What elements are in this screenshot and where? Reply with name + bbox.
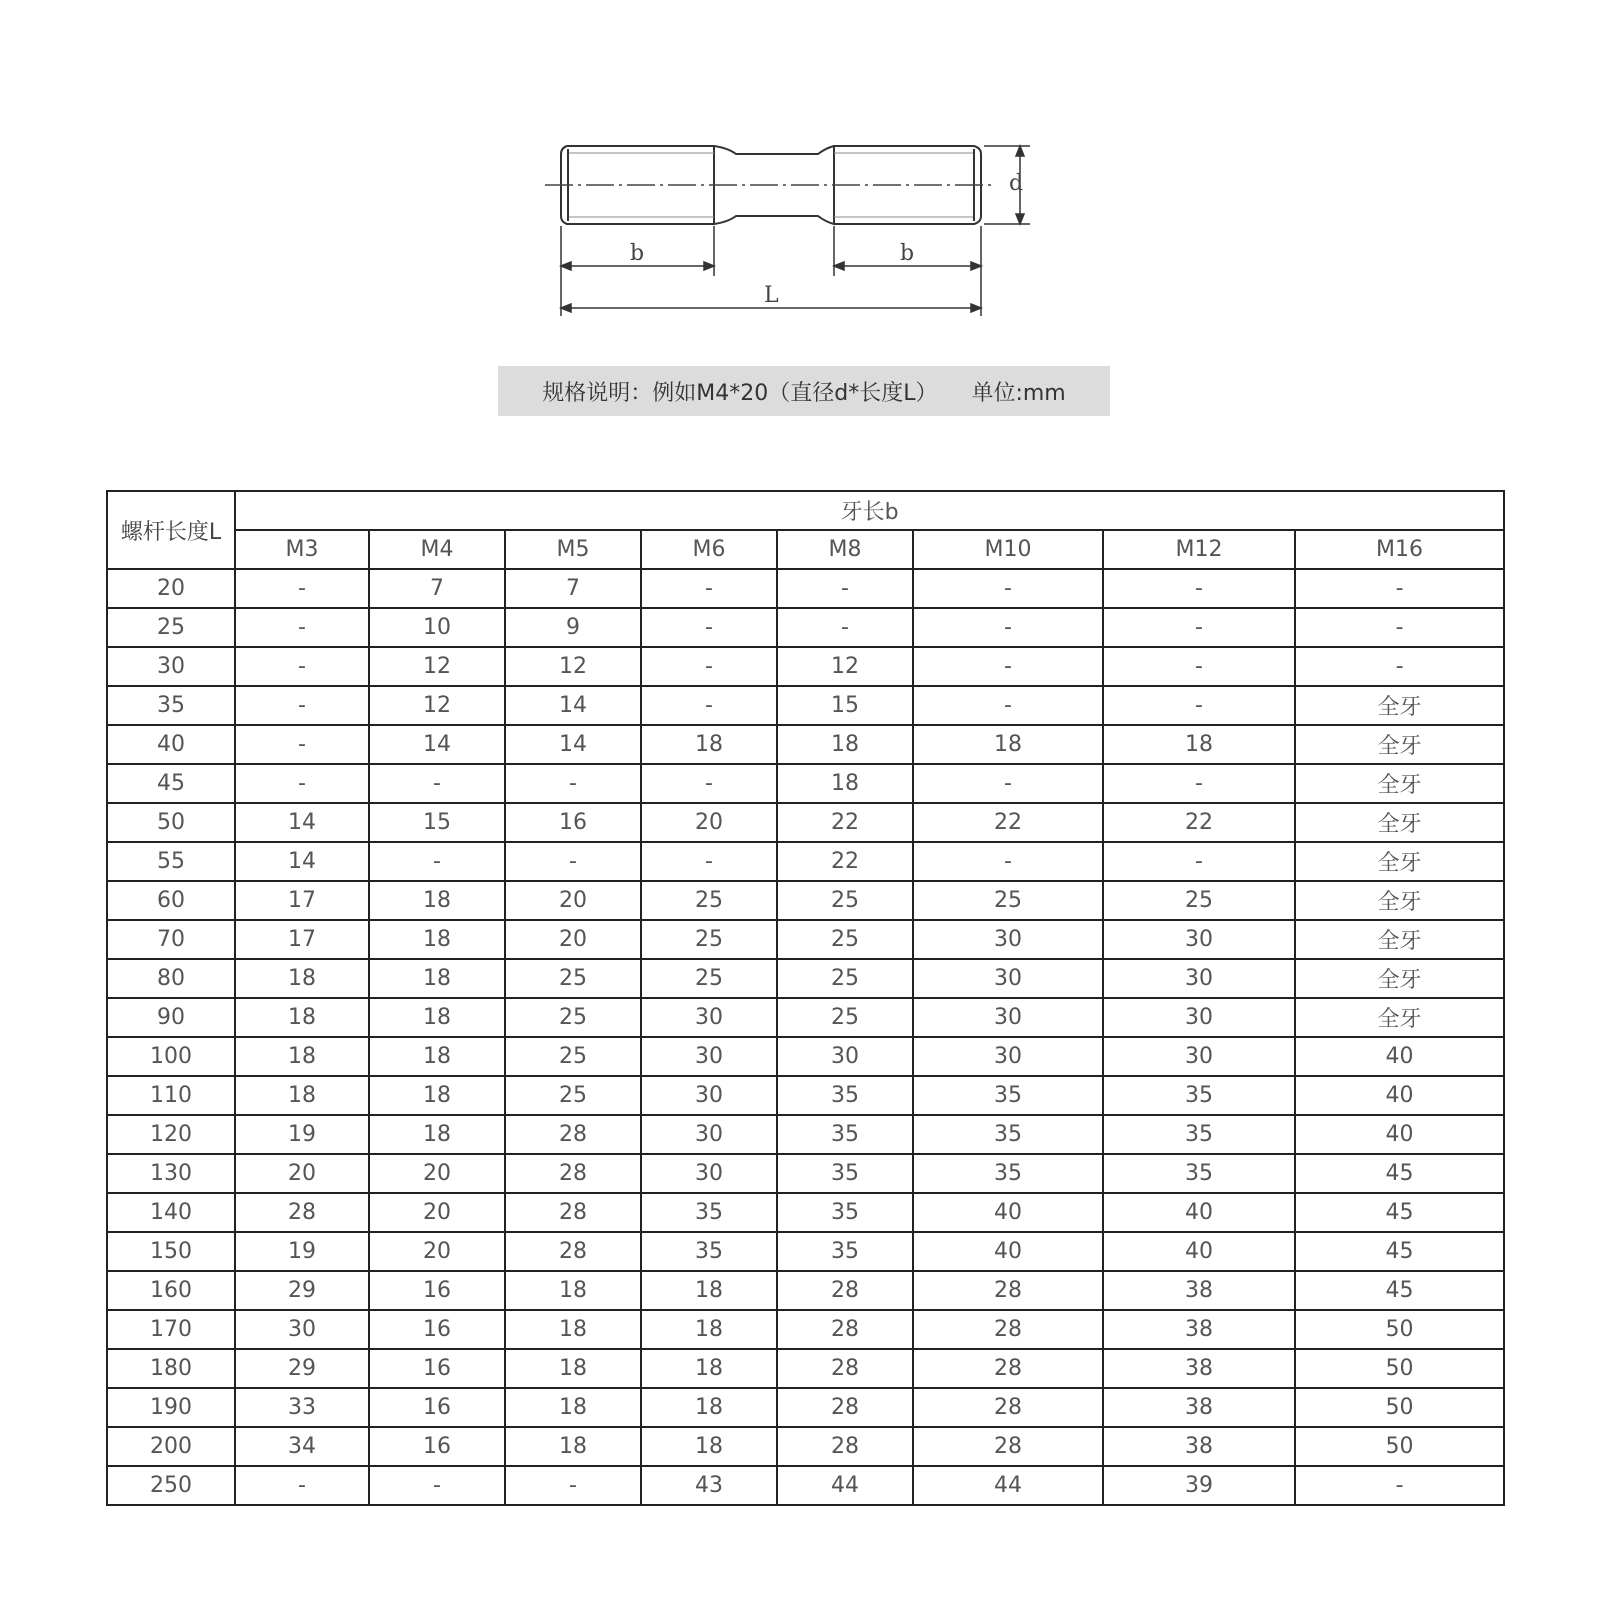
thread-length-cell: 18 (641, 1310, 777, 1349)
thread-length-cell: 28 (777, 1427, 913, 1466)
thread-length-cell: 29 (235, 1271, 369, 1310)
thread-length-cell: 28 (777, 1349, 913, 1388)
thread-length-cell: 18 (913, 725, 1103, 764)
bolt-length-cell: 140 (107, 1193, 235, 1232)
thread-length-cell: - (505, 1466, 641, 1505)
thread-length-cell: 22 (1103, 803, 1295, 842)
thread-length-cell: 28 (505, 1154, 641, 1193)
size-header-m10: M10 (913, 530, 1103, 569)
thread-length-cell: 38 (1103, 1310, 1295, 1349)
thread-length-cell: 35 (641, 1193, 777, 1232)
thread-length-cell: 18 (777, 764, 913, 803)
thread-length-cell: - (641, 647, 777, 686)
table-row (107, 569, 1504, 608)
thread-length-cell: 38 (1103, 1349, 1295, 1388)
thread-length-cell: 22 (777, 803, 913, 842)
bolt-length-cell: 55 (107, 842, 235, 881)
thread-length-cell: - (505, 842, 641, 881)
thread-length-cell: 34 (235, 1427, 369, 1466)
thread-length-cell: 16 (369, 1310, 505, 1349)
thread-length-cell: 15 (369, 803, 505, 842)
thread-length-cell: - (777, 608, 913, 647)
thread-length-cell: 30 (1103, 920, 1295, 959)
thread-length-cell: 18 (235, 1037, 369, 1076)
thread-length-cell: - (641, 608, 777, 647)
thread-length-cell: - (1295, 647, 1504, 686)
size-header-m8: M8 (777, 530, 913, 569)
thread-length-cell: 40 (1295, 1115, 1504, 1154)
table-row (107, 1349, 1504, 1388)
thread-length-cell: 18 (369, 1115, 505, 1154)
thread-length-cell: 12 (369, 647, 505, 686)
thread-length-cell: 20 (369, 1232, 505, 1271)
bolt-length-cell: 200 (107, 1427, 235, 1466)
bolt-length-cell: 50 (107, 803, 235, 842)
thread-length-cell: - (505, 764, 641, 803)
thread-length-cell: 30 (641, 1115, 777, 1154)
thread-length-cell: 30 (641, 1154, 777, 1193)
thread-length-cell: - (235, 1466, 369, 1505)
thread-length-cell: 25 (505, 998, 641, 1037)
thread-length-cell: 28 (913, 1388, 1103, 1427)
bolt-length-cell: 160 (107, 1271, 235, 1310)
thread-length-table (106, 490, 1505, 1506)
table-row (107, 959, 1504, 998)
thread-length-cell: 全牙 (1295, 920, 1504, 959)
thread-length-cell: 44 (777, 1466, 913, 1505)
thread-length-cell: - (369, 1466, 505, 1505)
thread-length-cell: 18 (505, 1388, 641, 1427)
thread-length-cell: 40 (1295, 1037, 1504, 1076)
dimension-b-right-label: b (900, 241, 915, 266)
thread-length-cell: - (235, 569, 369, 608)
thread-length-cell: 18 (235, 998, 369, 1037)
thread-length-cell: - (641, 764, 777, 803)
thread-length-cell: 14 (235, 842, 369, 881)
thread-length-cell: - (235, 608, 369, 647)
table-row (107, 1232, 1504, 1271)
thread-length-cell: - (641, 569, 777, 608)
thread-length-cell: 20 (369, 1154, 505, 1193)
thread-length-cell: 28 (913, 1271, 1103, 1310)
thread-length-cell: - (913, 764, 1103, 803)
thread-length-cell: 28 (505, 1193, 641, 1232)
thread-length-cell: 全牙 (1295, 725, 1504, 764)
bolt-length-cell: 30 (107, 647, 235, 686)
table-row (107, 803, 1504, 842)
table-header-row (107, 491, 1504, 530)
table-row (107, 1466, 1504, 1505)
table-row (107, 725, 1504, 764)
bolt-length-cell: 35 (107, 686, 235, 725)
thread-length-cell: 18 (369, 881, 505, 920)
thread-length-cell: 20 (505, 920, 641, 959)
thread-length-cell: 35 (777, 1232, 913, 1271)
table-row (107, 998, 1504, 1037)
table-row (107, 1076, 1504, 1115)
table-row (107, 647, 1504, 686)
thread-length-cell: - (235, 686, 369, 725)
thread-length-cell: 14 (369, 725, 505, 764)
thread-length-cell: 16 (505, 803, 641, 842)
thread-length-cell: 30 (235, 1310, 369, 1349)
thread-length-cell: 18 (641, 1427, 777, 1466)
dimension-d-label: d (1009, 171, 1024, 196)
thread-length-cell: 30 (913, 920, 1103, 959)
thread-length-cell: 19 (235, 1232, 369, 1271)
thread-length-cell: 18 (369, 959, 505, 998)
dimension-b-left-label: b (630, 241, 645, 266)
thread-length-cell: 25 (913, 881, 1103, 920)
thread-length-cell: 10 (369, 608, 505, 647)
thread-length-cell: - (913, 686, 1103, 725)
thread-length-cell: 25 (1103, 881, 1295, 920)
thread-length-cell: 40 (1103, 1232, 1295, 1271)
thread-length-cell: 18 (641, 725, 777, 764)
thread-length-cell: - (1103, 842, 1295, 881)
bolt-length-cell: 60 (107, 881, 235, 920)
thread-length-cell: 38 (1103, 1427, 1295, 1466)
thread-length-cell: 20 (505, 881, 641, 920)
thread-length-cell: 25 (777, 881, 913, 920)
thread-length-cell: 30 (641, 1076, 777, 1115)
bolt-length-cell: 120 (107, 1115, 235, 1154)
thread-length-cell: 33 (235, 1388, 369, 1427)
thread-length-cell: 20 (641, 803, 777, 842)
thread-length-cell: 全牙 (1295, 842, 1504, 881)
thread-length-cell: - (913, 569, 1103, 608)
thread-length-cell: 18 (641, 1271, 777, 1310)
thread-length-cell: 17 (235, 920, 369, 959)
thread-length-cell: 18 (777, 725, 913, 764)
thread-length-cell: 7 (505, 569, 641, 608)
bolt-length-cell: 180 (107, 1349, 235, 1388)
thread-length-cell: - (1295, 608, 1504, 647)
thread-length-cell: 18 (369, 920, 505, 959)
thread-length-cell: 16 (369, 1349, 505, 1388)
bolt-length-cell: 40 (107, 725, 235, 764)
spec-example: 例如M4*20（直径d*长度L） (652, 380, 938, 406)
bolt-length-cell: 100 (107, 1037, 235, 1076)
thread-length-cell: 15 (777, 686, 913, 725)
thread-length-cell: 35 (641, 1232, 777, 1271)
spec-description-banner (498, 366, 1110, 416)
thread-length-cell: 18 (369, 1076, 505, 1115)
thread-length-cell: 全牙 (1295, 764, 1504, 803)
thread-length-cell: 12 (369, 686, 505, 725)
bolt-length-cell: 25 (107, 608, 235, 647)
size-header-m6: M6 (641, 530, 777, 569)
thread-length-cell: 18 (505, 1349, 641, 1388)
table-row (107, 608, 1504, 647)
thread-length-cell: 35 (913, 1076, 1103, 1115)
thread-length-cell: 全牙 (1295, 998, 1504, 1037)
thread-length-cell: 9 (505, 608, 641, 647)
thread-length-cell: 44 (913, 1466, 1103, 1505)
thread-length-cell: 25 (641, 959, 777, 998)
table-row (107, 686, 1504, 725)
thread-length-cell: 40 (1295, 1076, 1504, 1115)
thread-length-header: 牙长b (235, 491, 1504, 530)
table-row (107, 1427, 1504, 1466)
thread-length-cell: 18 (235, 1076, 369, 1115)
thread-length-cell: 40 (913, 1232, 1103, 1271)
thread-length-cell: 28 (913, 1427, 1103, 1466)
thread-length-cell: 18 (505, 1310, 641, 1349)
thread-length-cell: 28 (913, 1349, 1103, 1388)
spec-label: 规格说明： (542, 380, 653, 406)
thread-length-cell: 30 (913, 998, 1103, 1037)
thread-length-cell: 35 (777, 1076, 913, 1115)
thread-length-cell: 43 (641, 1466, 777, 1505)
thread-length-cell: 全牙 (1295, 686, 1504, 725)
table-row (107, 1154, 1504, 1193)
thread-length-cell: 18 (505, 1427, 641, 1466)
thread-length-cell: 25 (777, 998, 913, 1037)
thread-length-cell: 14 (235, 803, 369, 842)
thread-length-cell: 14 (505, 725, 641, 764)
thread-length-cell: 12 (505, 647, 641, 686)
thread-length-cell: 30 (913, 959, 1103, 998)
thread-length-cell: 18 (1103, 725, 1295, 764)
thread-length-cell: 30 (1103, 998, 1295, 1037)
thread-length-cell: 25 (641, 881, 777, 920)
bolt-length-cell: 70 (107, 920, 235, 959)
thread-length-cell: 35 (777, 1193, 913, 1232)
thread-length-cell: - (1103, 608, 1295, 647)
table-row (107, 1037, 1504, 1076)
thread-length-cell: 7 (369, 569, 505, 608)
bolt-length-cell: 150 (107, 1232, 235, 1271)
thread-length-cell: 17 (235, 881, 369, 920)
thread-length-cell: - (1103, 764, 1295, 803)
table-row (107, 1271, 1504, 1310)
table-row (107, 1115, 1504, 1154)
thread-length-cell: 18 (641, 1388, 777, 1427)
thread-length-cell: 28 (777, 1310, 913, 1349)
thread-length-cell: 18 (235, 959, 369, 998)
thread-length-cell: 25 (505, 1076, 641, 1115)
size-header-m3: M3 (235, 530, 369, 569)
thread-length-cell: 25 (641, 920, 777, 959)
table-row (107, 764, 1504, 803)
thread-length-cell: - (777, 569, 913, 608)
thread-length-cell: - (369, 842, 505, 881)
size-header-m4: M4 (369, 530, 505, 569)
thread-length-cell: 22 (913, 803, 1103, 842)
thread-length-cell: 45 (1295, 1271, 1504, 1310)
thread-length-cell: 28 (235, 1193, 369, 1232)
table-row (107, 1310, 1504, 1349)
thread-length-cell: 45 (1295, 1232, 1504, 1271)
size-header-row (107, 530, 1504, 569)
table-row (107, 842, 1504, 881)
table-row (107, 920, 1504, 959)
thread-length-cell: 20 (235, 1154, 369, 1193)
thread-length-cell: 50 (1295, 1310, 1504, 1349)
thread-length-cell: 25 (777, 920, 913, 959)
thread-length-cell: - (913, 647, 1103, 686)
thread-length-cell: 50 (1295, 1427, 1504, 1466)
thread-length-cell: 30 (1103, 1037, 1295, 1076)
thread-length-cell: 38 (1103, 1388, 1295, 1427)
thread-length-cell: 16 (369, 1427, 505, 1466)
bolt-length-cell: 170 (107, 1310, 235, 1349)
bolt-length-cell: 250 (107, 1466, 235, 1505)
thread-length-cell: 20 (369, 1193, 505, 1232)
table-body (107, 569, 1504, 1505)
thread-length-cell: 45 (1295, 1193, 1504, 1232)
bolt-length-cell: 45 (107, 764, 235, 803)
thread-length-cell: - (1103, 569, 1295, 608)
thread-length-cell: 18 (505, 1271, 641, 1310)
thread-length-cell: 50 (1295, 1388, 1504, 1427)
thread-length-cell: 35 (1103, 1154, 1295, 1193)
size-header-m16: M16 (1295, 530, 1504, 569)
stud-bolt-drawing (0, 0, 1601, 340)
thread-length-cell: 30 (777, 1037, 913, 1076)
thread-length-cell: - (913, 842, 1103, 881)
thread-length-cell: - (1103, 686, 1295, 725)
dimension-L-label: L (764, 283, 779, 308)
thread-length-cell: 35 (913, 1115, 1103, 1154)
thread-length-cell: 35 (777, 1154, 913, 1193)
thread-length-cell: - (913, 608, 1103, 647)
thread-length-cell: 35 (1103, 1115, 1295, 1154)
thread-length-cell: 22 (777, 842, 913, 881)
thread-length-cell: 16 (369, 1271, 505, 1310)
thread-length-cell: - (1295, 569, 1504, 608)
thread-length-cell: 全牙 (1295, 803, 1504, 842)
thread-length-cell: 45 (1295, 1154, 1504, 1193)
size-header-m12: M12 (1103, 530, 1295, 569)
bolt-length-header: 螺杆长度L (107, 491, 235, 569)
thread-length-cell: 18 (641, 1349, 777, 1388)
thread-length-cell: 18 (369, 1037, 505, 1076)
bolt-length-cell: 190 (107, 1388, 235, 1427)
bolt-length-cell: 90 (107, 998, 235, 1037)
thread-length-cell: 38 (1103, 1271, 1295, 1310)
thread-length-cell: 29 (235, 1349, 369, 1388)
table-row (107, 1388, 1504, 1427)
table-row (107, 881, 1504, 920)
table-row (107, 1193, 1504, 1232)
thread-length-cell: - (1103, 647, 1295, 686)
bolt-length-cell: 80 (107, 959, 235, 998)
thread-length-cell: 全牙 (1295, 881, 1504, 920)
thread-length-cell: - (235, 725, 369, 764)
bolt-length-cell: 20 (107, 569, 235, 608)
thread-length-cell: 14 (505, 686, 641, 725)
thread-length-cell: 全牙 (1295, 959, 1504, 998)
size-header-m5: M5 (505, 530, 641, 569)
thread-length-cell: 39 (1103, 1466, 1295, 1505)
thread-length-cell: 30 (641, 998, 777, 1037)
thread-length-cell: 28 (777, 1271, 913, 1310)
thread-length-cell: 16 (369, 1388, 505, 1427)
thread-length-cell: 35 (913, 1154, 1103, 1193)
thread-length-cell: 25 (505, 1037, 641, 1076)
thread-length-cell: - (641, 686, 777, 725)
thread-length-cell: 28 (777, 1388, 913, 1427)
thread-length-cell: 40 (913, 1193, 1103, 1232)
thread-length-cell: 28 (913, 1310, 1103, 1349)
thread-length-cell: 19 (235, 1115, 369, 1154)
thread-length-cell: - (369, 764, 505, 803)
thread-length-cell: - (235, 647, 369, 686)
thread-length-cell: 35 (1103, 1076, 1295, 1115)
thread-length-cell: 25 (505, 959, 641, 998)
bolt-length-cell: 110 (107, 1076, 235, 1115)
thread-length-cell: 50 (1295, 1349, 1504, 1388)
thread-length-cell: 30 (1103, 959, 1295, 998)
bolt-length-cell: 130 (107, 1154, 235, 1193)
thread-length-cell: 28 (505, 1232, 641, 1271)
thread-length-cell: 25 (777, 959, 913, 998)
thread-length-cell: 12 (777, 647, 913, 686)
thread-length-cell: 40 (1103, 1193, 1295, 1232)
thread-length-cell: 30 (641, 1037, 777, 1076)
thread-length-cell: 18 (369, 998, 505, 1037)
thread-length-cell: - (1295, 1466, 1504, 1505)
thread-length-cell: - (641, 842, 777, 881)
thread-length-cell: 30 (913, 1037, 1103, 1076)
thread-length-cell: 28 (505, 1115, 641, 1154)
spec-unit: 单位:mm (971, 380, 1066, 406)
thread-length-cell: 35 (777, 1115, 913, 1154)
thread-length-cell: - (235, 764, 369, 803)
